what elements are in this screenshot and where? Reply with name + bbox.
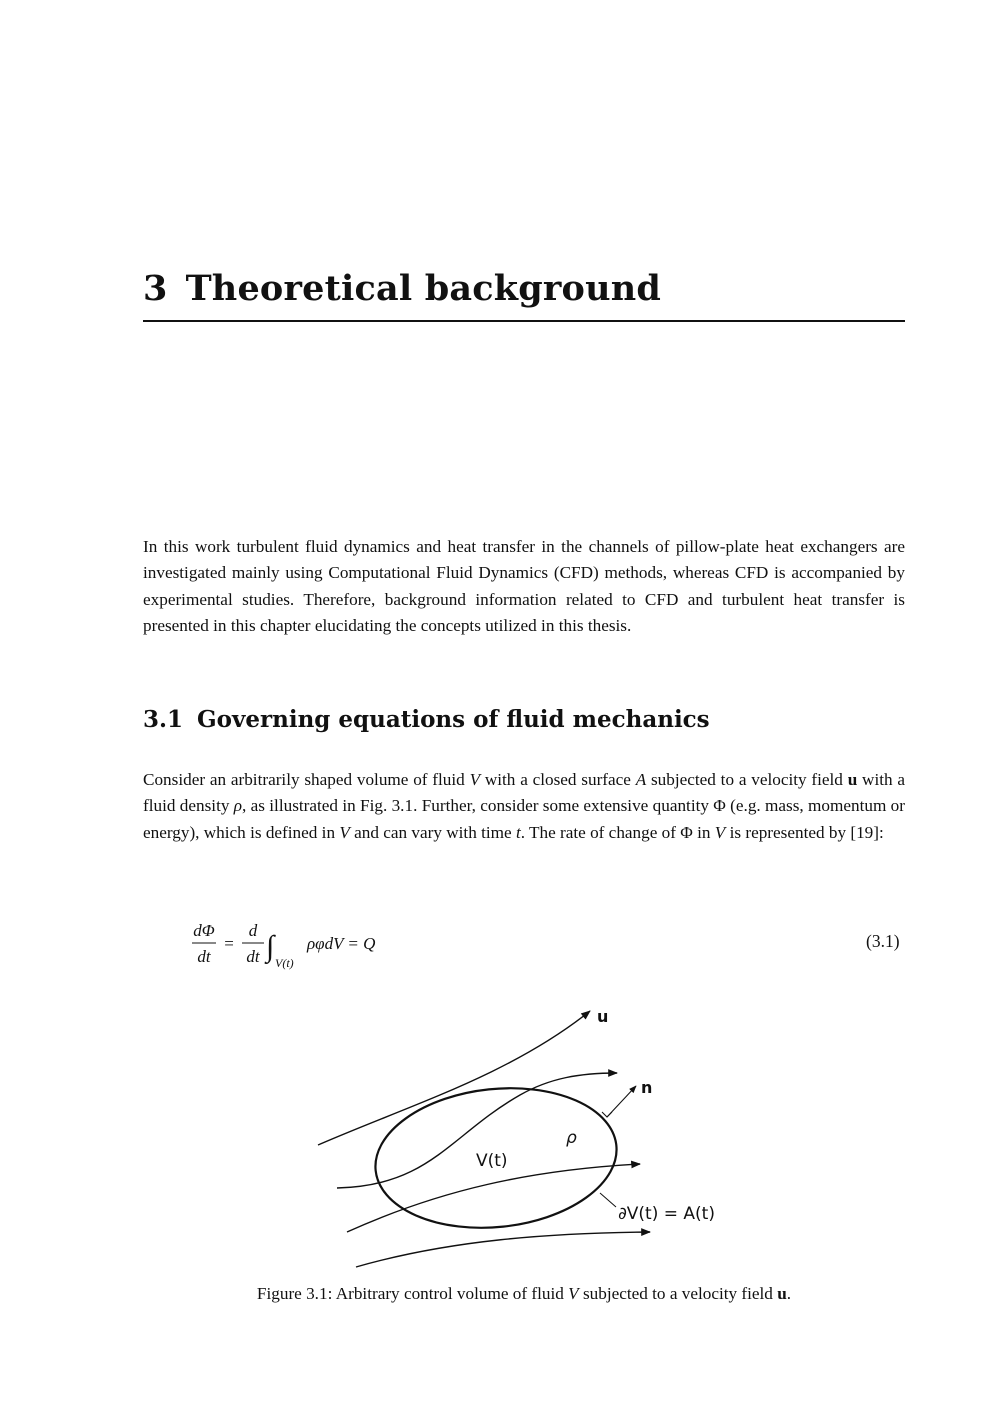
eq-op-denominator: dt bbox=[246, 947, 260, 966]
para-var-u: u bbox=[847, 770, 858, 789]
para-var-v: V bbox=[339, 822, 350, 842]
para-var-v: V bbox=[714, 822, 726, 842]
para-var-rho: ρ bbox=[233, 796, 243, 816]
section-number: 3.1 bbox=[143, 706, 184, 733]
section-paragraph bbox=[143, 767, 905, 846]
para-var-v: V bbox=[469, 770, 481, 789]
equation-label: (3.1) bbox=[866, 931, 900, 951]
caption-var-u: u bbox=[777, 1284, 787, 1303]
para-var-a: A bbox=[635, 770, 647, 789]
caption-text: Figure 3.1: Arbitrary control volume of fluid bbox=[256, 1284, 569, 1303]
eq-integrand: ρφdV = Q bbox=[307, 934, 376, 953]
chapter-title-text: Theoretical background bbox=[185, 268, 662, 309]
chapter-number: 3 bbox=[143, 268, 168, 309]
boundary-leader-line bbox=[600, 1193, 616, 1207]
caption-var-v: V bbox=[568, 1284, 579, 1303]
section-title-text: Governing equations of fluid mechanics bbox=[197, 706, 710, 733]
label-boundary: ∂V(t) = A(t) bbox=[618, 1204, 715, 1224]
para-text: subjected to a velocity field bbox=[646, 770, 848, 789]
chapter-title bbox=[143, 268, 661, 309]
caption-text: . bbox=[786, 1284, 792, 1303]
eq-op-numerator: d bbox=[248, 921, 258, 940]
para-text: is represented by [19]: bbox=[725, 822, 884, 842]
streamline-top bbox=[318, 1011, 590, 1145]
para-var-t: t bbox=[515, 822, 521, 842]
eq-equals: = bbox=[224, 934, 234, 953]
eq-lhs-numerator: dΦ bbox=[193, 921, 215, 940]
para-text: . The rate of change of Φ in bbox=[520, 822, 715, 842]
label-n: n bbox=[641, 1078, 653, 1097]
section-title bbox=[143, 706, 710, 733]
eq-lhs-denominator: dt bbox=[197, 947, 211, 966]
para-text: with a fluid density bbox=[143, 770, 906, 816]
streamline-bottom bbox=[356, 1232, 650, 1267]
chapter-rule bbox=[143, 320, 905, 322]
figure-caption bbox=[143, 1284, 905, 1304]
intro-paragraph: In this work turbulent fluid dynamics and heat transfer in the channels of pillow-plate heat exchangers are investigated mainly using Computational Fluid Dynamics (CFD) methods, whereas CFD is accompanied by experimental studies. Therefore, background information related to CFD and turbulent heat transfer is presented in this chapter elucidating the concepts utilized in this thesis. bbox=[143, 537, 905, 636]
eq-integral-domain: V(t) bbox=[275, 956, 294, 970]
label-volume: V(t) bbox=[476, 1151, 508, 1171]
label-rho: ρ bbox=[566, 1128, 577, 1148]
para-text: and can vary with time bbox=[349, 822, 516, 842]
para-text: Consider an arbitrarily shaped volume of fluid bbox=[143, 770, 470, 789]
para-text: , as illustrated in Fig. 3.1. Further, consider some extensive quantity Φ (e.g. mass, momentum or energy), which is defined in bbox=[143, 796, 905, 842]
label-u: u bbox=[597, 1007, 609, 1026]
figure-3-1 bbox=[300, 1000, 740, 1275]
eq-integral-sign: ∫ bbox=[266, 930, 275, 963]
equation-3-1 bbox=[180, 912, 420, 976]
caption-text: subjected to a velocity field bbox=[578, 1284, 778, 1303]
para-text: with a closed surface bbox=[480, 770, 636, 789]
